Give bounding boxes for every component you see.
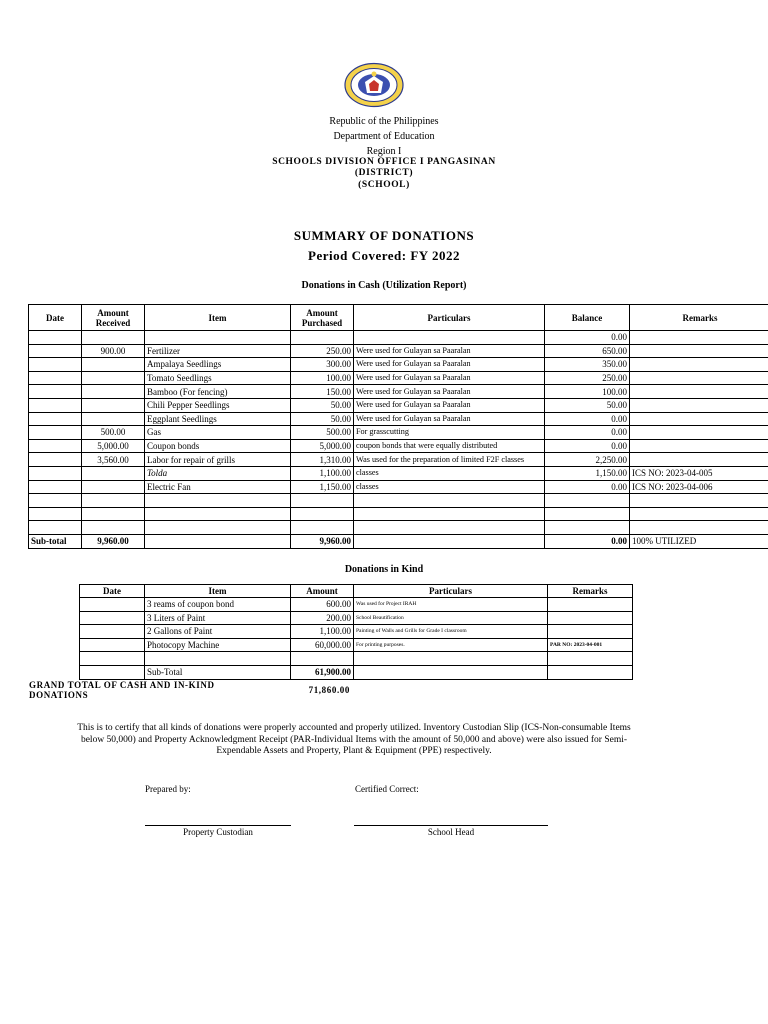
cell-date (29, 358, 82, 372)
cell-item: Tomato Seedlings (145, 371, 291, 385)
cell-balance: 650.00 (545, 344, 630, 358)
cell-balance: 2,250.00 (545, 453, 630, 467)
cell-balance: 1,150.00 (545, 466, 630, 480)
cell-amount-received: 3,560.00 (82, 453, 145, 467)
cell-item: 3 Liters of Paint (145, 611, 291, 625)
cell-item: Photocopy Machine (145, 638, 291, 652)
cell-item (145, 331, 291, 345)
subtotal-received: 9,960.00 (82, 534, 145, 548)
cell-amount-received (82, 507, 145, 521)
cell-remarks (630, 521, 768, 535)
col-amount-received: Amount Received (82, 305, 145, 331)
cell-particulars: coupon bonds that were equally distributed (354, 439, 545, 453)
cell-item: Labor for repair of grills (145, 453, 291, 467)
cell-date (29, 439, 82, 453)
cell-item: 2 Gallons of Paint (145, 625, 291, 639)
header-division: SCHOOLS DIVISION OFFICE I PANGASINAN (272, 157, 496, 167)
subtotal-particulars (354, 665, 548, 679)
cell-amount-received (82, 412, 145, 426)
subtotal-particulars (354, 534, 545, 548)
cell-remarks (630, 371, 768, 385)
cell-item: Coupon bonds (145, 439, 291, 453)
cell-particulars: School Beautification (354, 611, 548, 625)
table-row (29, 507, 768, 521)
cell-balance: 0.00 (545, 426, 630, 440)
cell-item: Eggplant Seedlings (145, 412, 291, 426)
subtotal-amount: 61,900.00 (291, 665, 354, 679)
cell-date (29, 398, 82, 412)
kind-header-row (80, 585, 633, 598)
subtotal-label: Sub-Total (145, 665, 291, 679)
col-particulars: Particulars (354, 305, 545, 331)
cell-balance: 0.00 (545, 439, 630, 453)
cell-amount (291, 652, 354, 666)
grand-total-label-line1: GRAND TOTAL OF CASH AND IN-KIND (29, 680, 215, 690)
document-title: SUMMARY OF DONATIONS (293, 228, 475, 243)
cell-amount-received: 500.00 (82, 426, 145, 440)
kind-subtotal-row (80, 665, 633, 679)
subtotal-remarks: 100% UTILIZED (630, 534, 768, 548)
cell-remarks (548, 652, 633, 666)
head-signature-line (354, 825, 548, 826)
cash-donations-table (28, 304, 768, 549)
table-row (29, 439, 768, 453)
cell-date (80, 611, 145, 625)
cell-amount-received (82, 385, 145, 399)
cell-balance: 50.00 (545, 398, 630, 412)
prepared-by-label: Prepared by: (145, 784, 191, 794)
cell-item: Gas (145, 426, 291, 440)
cell-date (80, 638, 145, 652)
col-amount-purchased: Amount Purchased (291, 305, 354, 331)
subtotal-item (145, 534, 291, 548)
subtotal-purchased: 9,960.00 (291, 534, 354, 548)
header-republic: Republic of the Philippines (329, 116, 439, 127)
cell-date (80, 652, 145, 666)
cell-date (29, 331, 82, 345)
cell-date (29, 494, 82, 508)
cell-remarks (630, 398, 768, 412)
cell-particulars: Were used for Gulayan sa Paaralan (354, 371, 545, 385)
cell-amount-purchased: 100.00 (291, 371, 354, 385)
cell-remarks (630, 344, 768, 358)
table-row (29, 521, 768, 535)
table-row (29, 466, 768, 480)
cell-balance (545, 507, 630, 521)
cell-particulars: For grasscutting (354, 426, 545, 440)
table-row (80, 598, 633, 612)
cell-particulars (354, 652, 548, 666)
cell-date (29, 521, 82, 535)
cell-amount-purchased (291, 494, 354, 508)
subtotal-date (80, 665, 145, 679)
cell-balance: 0.00 (545, 412, 630, 426)
table-row (29, 412, 768, 426)
cell-amount-purchased: 1,310.00 (291, 453, 354, 467)
cell-amount-purchased: 500.00 (291, 426, 354, 440)
cell-particulars: Were used for Gulayan sa Paaralan (354, 385, 545, 399)
header-department: Department of Education (333, 131, 435, 142)
cell-date (80, 598, 145, 612)
cell-item (145, 494, 291, 508)
cell-amount-received (82, 358, 145, 372)
cell-remarks (630, 385, 768, 399)
cell-balance (545, 521, 630, 535)
cell-particulars: classes (354, 466, 545, 480)
table-row (29, 453, 768, 467)
table-row (80, 625, 633, 639)
kind-col-amount: Amount (291, 585, 354, 598)
cell-amount-received (82, 521, 145, 535)
col-remarks: Remarks (630, 305, 768, 331)
custodian-signature-line (145, 825, 291, 826)
cell-item: 3 reams of coupon bond (145, 598, 291, 612)
col-balance: Balance (545, 305, 630, 331)
school-head-label: School Head (427, 827, 475, 837)
subtotal-balance: 0.00 (545, 534, 630, 548)
cell-particulars (354, 521, 545, 535)
cell-amount: 60,000.00 (291, 638, 354, 652)
cell-date (29, 426, 82, 440)
cell-item: Ampalaya Seedlings (145, 358, 291, 372)
cell-amount-received (82, 371, 145, 385)
header-region: Region I (366, 146, 402, 157)
cell-particulars: Were used for Gulayan sa Paaralan (354, 412, 545, 426)
table-row (29, 494, 768, 508)
kind-donations-table (79, 584, 633, 680)
cell-amount-received (82, 398, 145, 412)
table-row (29, 385, 768, 399)
cell-remarks (548, 625, 633, 639)
cell-amount-purchased: 1,100.00 (291, 466, 354, 480)
cell-item (145, 507, 291, 521)
cell-remarks: ICS NO: 2023-04-006 (630, 480, 768, 494)
cell-remarks (630, 331, 768, 345)
cell-item: Chili Pepper Seedlings (145, 398, 291, 412)
subtotal-label: Sub-total (29, 534, 82, 548)
table-row (29, 371, 768, 385)
cell-particulars: classes (354, 480, 545, 494)
cell-amount-purchased: 150.00 (291, 385, 354, 399)
cell-particulars (354, 494, 545, 508)
cell-remarks (630, 507, 768, 521)
table-row (29, 398, 768, 412)
table-row (29, 344, 768, 358)
kind-col-item: Item (145, 585, 291, 598)
kind-col-particulars: Particulars (354, 585, 548, 598)
kind-col-remarks: Remarks (548, 585, 633, 598)
cell-remarks (630, 453, 768, 467)
cell-item (145, 652, 291, 666)
cell-date (29, 412, 82, 426)
cell-remarks (630, 412, 768, 426)
cell-amount-purchased (291, 521, 354, 535)
cell-particulars: For printing purposes. (354, 638, 548, 652)
cell-remarks: PAR NO: 2023-04-001 (548, 638, 633, 652)
table-row (29, 331, 768, 345)
cell-particulars: Were used for Gulayan sa Paaralan (354, 358, 545, 372)
header-district: (DISTRICT) (354, 168, 414, 178)
cash-header-row (29, 305, 768, 331)
cell-item: Tolda (145, 466, 291, 480)
cell-amount-purchased (291, 331, 354, 345)
cell-amount-received: 5,000.00 (82, 439, 145, 453)
cell-remarks: ICS NO: 2023-04-005 (630, 466, 768, 480)
certified-correct-label: Certified Correct: (355, 784, 419, 794)
cell-remarks (548, 598, 633, 612)
cell-amount-purchased: 50.00 (291, 398, 354, 412)
cell-amount-received (82, 480, 145, 494)
cell-amount-purchased: 250.00 (291, 344, 354, 358)
cell-remarks (630, 358, 768, 372)
cell-particulars: Were used for Gulayan sa Paaralan (354, 344, 545, 358)
cell-remarks (630, 494, 768, 508)
table-row (29, 358, 768, 372)
table-row (80, 652, 633, 666)
cell-amount: 1,100.00 (291, 625, 354, 639)
cell-remarks (630, 439, 768, 453)
cell-balance: 250.00 (545, 371, 630, 385)
cell-amount-received: 900.00 (82, 344, 145, 358)
cell-date (29, 480, 82, 494)
cell-item: Electric Fan (145, 480, 291, 494)
cell-amount-purchased (291, 507, 354, 521)
table-row (80, 611, 633, 625)
cell-date (29, 385, 82, 399)
cell-date (29, 507, 82, 521)
cell-remarks (630, 426, 768, 440)
cell-amount-purchased: 50.00 (291, 412, 354, 426)
cell-date (29, 371, 82, 385)
period-covered: Period Covered: FY 2022 (308, 248, 460, 263)
cell-particulars: Were used for Gulayan sa Paaralan (354, 398, 545, 412)
cell-amount-purchased: 1,150.00 (291, 480, 354, 494)
col-item: Item (145, 305, 291, 331)
col-date: Date (29, 305, 82, 331)
cell-amount-purchased: 5,000.00 (291, 439, 354, 453)
cell-particulars (354, 331, 545, 345)
cell-date (29, 466, 82, 480)
property-custodian-label: Property Custodian (183, 827, 253, 837)
kind-section-heading: Donations in Kind (344, 564, 424, 575)
cell-particulars: Painting of Walls and Grills for Grade I classroom (354, 625, 548, 639)
cell-amount: 200.00 (291, 611, 354, 625)
grand-total-amount: 71,860.00 (308, 685, 350, 695)
deped-seal-logo (343, 62, 405, 108)
cell-item (145, 521, 291, 535)
cell-item: Fertilizer (145, 344, 291, 358)
table-row (29, 480, 768, 494)
cash-section-heading: Donations in Cash (Utilization Report) (301, 280, 467, 291)
cell-particulars (354, 507, 545, 521)
subtotal-remarks (548, 665, 633, 679)
cell-balance (545, 494, 630, 508)
cell-date (29, 344, 82, 358)
cell-amount: 600.00 (291, 598, 354, 612)
cell-date (80, 625, 145, 639)
cell-amount-received (82, 331, 145, 345)
cell-particulars: Was used for Project IRAH (354, 598, 548, 612)
cell-remarks (548, 611, 633, 625)
grand-total-label-line2: DONATIONS (29, 690, 89, 700)
header-school: (SCHOOL) (358, 180, 410, 190)
table-row (29, 426, 768, 440)
cell-amount-received (82, 466, 145, 480)
cash-subtotal-row (29, 534, 768, 548)
cell-particulars: Was used for the preparation of limited F2F classes (354, 453, 545, 467)
cell-amount-purchased: 300.00 (291, 358, 354, 372)
cell-amount-received (82, 494, 145, 508)
cell-balance: 100.00 (545, 385, 630, 399)
cell-date (29, 453, 82, 467)
cell-balance: 0.00 (545, 331, 630, 345)
certification-text: This is to certify that all kinds of donations were properly accounted and properly utilized. Inventory Custodian Slip (ICS-Non-consumable Items below 50,000) and Property Acknowledgment Receipt (PAR-Individual Items with the amount of 50,000 and above) were also issued for Semi-Expendable Assets and Property, Plant & Equipment (PPE) respectively. (77, 723, 631, 756)
cell-item: Bamboo (For fencing) (145, 385, 291, 399)
table-row (80, 638, 633, 652)
cell-balance: 0.00 (545, 480, 630, 494)
kind-col-date: Date (80, 585, 145, 598)
cell-balance: 350.00 (545, 358, 630, 372)
